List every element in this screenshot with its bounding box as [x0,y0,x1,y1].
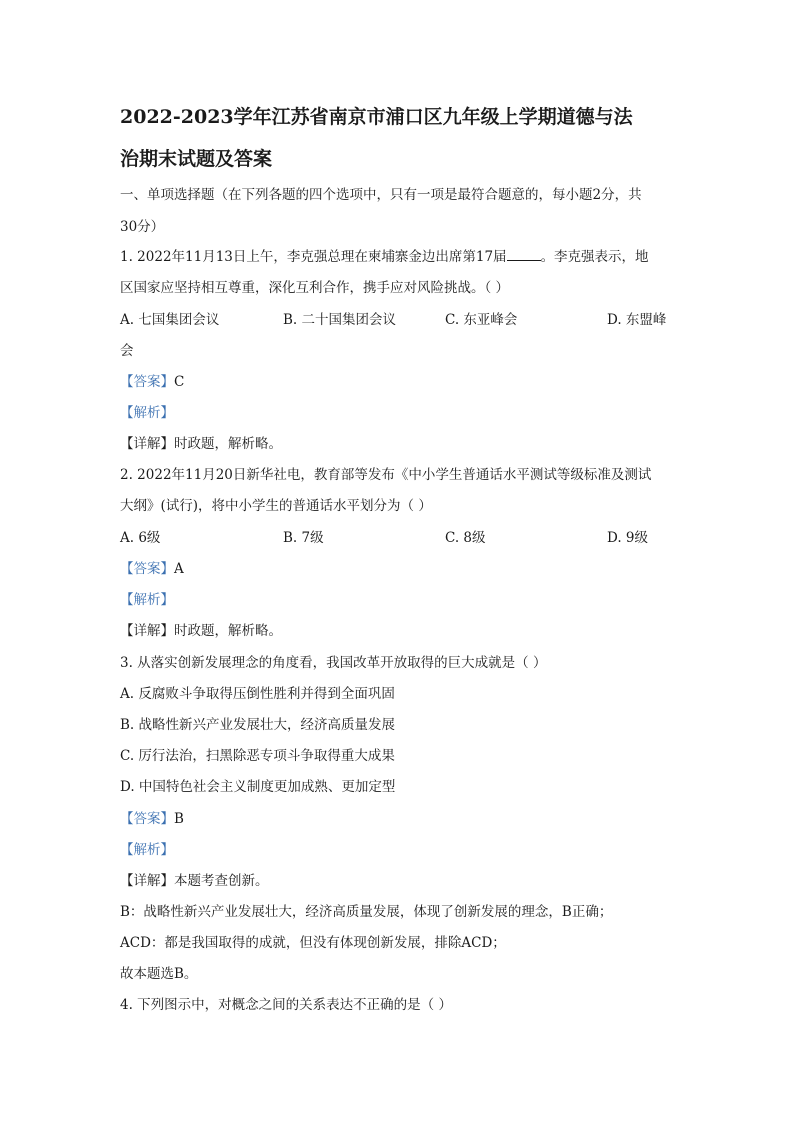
q4-stem: 4. 下列图示中，对概念之间的关系表达不正确的是（ ） [120,997,452,1013]
q3-detail [120,872,269,890]
q3-explanation-1: B：战略性新兴产业发展壮大，经济高质量发展，体现了创新发展的理念，B正确； [120,904,613,920]
q1-blank [507,248,541,261]
q3-stem: 3. 从落实创新发展理念的角度看，我国改革开放取得的巨大成就是（ ） [120,655,547,671]
q3-answer-value: B [174,811,184,827]
q1-option-a: A. 七国集团会议 [120,312,220,328]
answer-tag: 【答案】 [120,811,174,827]
q1-option-d-continued: 会 [120,343,134,359]
q2-stem-line-1: 2. 2022年11月20日新华社电，教育部等发布《中小学生普通话水平测试等级标准及测试 [120,467,652,483]
detail-tag: 【详解】 [120,873,174,889]
q1-option-b: B. 二十国集团会议 [283,312,397,328]
q2-stem-line-2: 大纲》(试行)，将中小学生的普通话水平划分为（ ） [120,498,432,514]
detail-tag: 【详解】 [120,623,174,639]
q2-option-b: B. 7级 [283,530,324,546]
q1-option-c: C. 东亚峰会 [445,312,518,328]
q1-option-d: D. 东盟峰 [607,312,667,328]
q1-detail [120,435,282,453]
q1-analysis-tag: 【解析】 [120,405,174,421]
q3-option-c: C. 厉行法治，扫黑除恶专项斗争取得重大成果 [120,748,395,764]
q1-answer-value: C [174,374,185,390]
q1-stem-a: 1. 2022年11月13日上午，李克强总理在柬埔寨金边出席第17届 [120,249,507,265]
title-line-2: 治期末试题及答案 [120,148,273,170]
section-heading-line-2: 30分） [120,219,165,235]
q2-answer [120,560,184,578]
q2-detail-text: 时政题，解析略。 [174,623,282,639]
q2-analysis-tag: 【解析】 [120,592,174,608]
q1-answer [120,373,184,391]
title-line-1: 2022-2023学年江苏省南京市浦口区九年级上学期道德与法 [120,106,633,128]
q3-option-a: A. 反腐败斗争取得压倒性胜利并得到全面巩固 [120,686,395,702]
section-heading-line-1: 一、单项选择题（在下列各题的四个选项中，只有一项是最符合题意的，每小题2分，共 [120,187,642,203]
answer-tag: 【答案】 [120,374,174,390]
q2-detail [120,622,282,640]
q3-answer [120,810,184,828]
q2-option-a: A. 6级 [120,530,161,546]
q2-answer-value: A [174,561,184,577]
q3-detail-text: 本题考查创新。 [174,873,269,889]
q3-option-b: B. 战略性新兴产业发展壮大，经济高质量发展 [120,717,396,733]
q3-option-d: D. 中国特色社会主义制度更加成熟、更加定型 [120,779,396,795]
q3-explanation-2: ACD：都是我国取得的成就，但没有体现创新发展，排除ACD； [120,935,506,951]
document-title [120,96,680,180]
q2-option-c: C. 8级 [445,530,486,546]
q1-stem-line-2: 区国家应坚持相互尊重，深化互利合作，携手应对风险挑战。（ ） [120,280,510,296]
answer-tag: 【答案】 [120,561,174,577]
q2-option-d: D. 9级 [607,530,649,546]
q1-stem-line-1 [120,248,649,266]
q3-explanation-3: 故本题选B。 [120,966,198,982]
q1-stem-b: 。李克强表示，地 [540,249,649,265]
detail-tag: 【详解】 [120,436,174,452]
q1-detail-text: 时政题，解析略。 [174,436,282,452]
q3-analysis-tag: 【解析】 [120,842,174,858]
